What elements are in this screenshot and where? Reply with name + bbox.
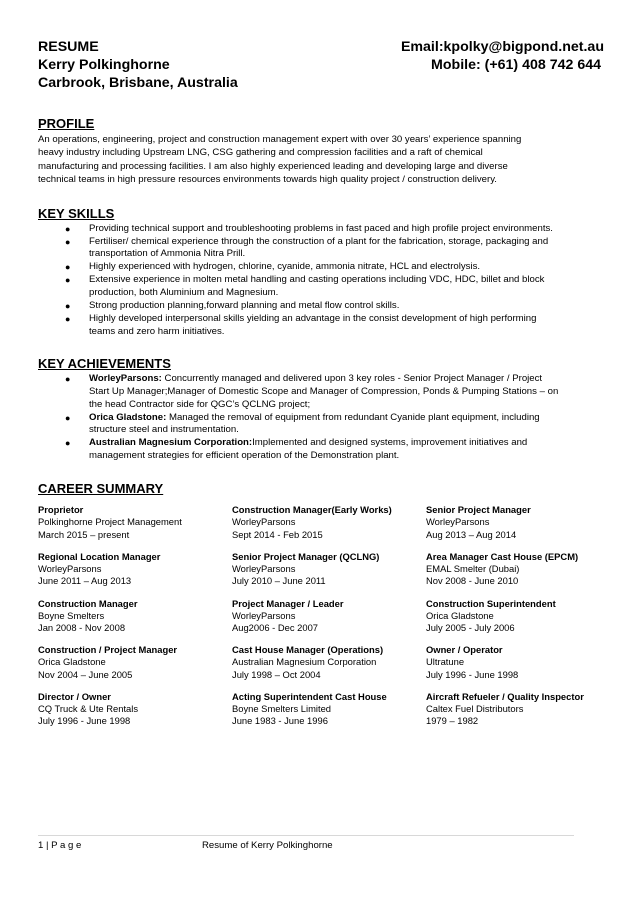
career-entry xyxy=(38,551,232,588)
achievement-item xyxy=(65,411,604,438)
career-org: Australian Magnesium Corporation xyxy=(232,656,377,668)
profile-text xyxy=(38,133,604,187)
achievement-line xyxy=(89,412,604,425)
career-role: Aircraft Refueler / Quality Inspector xyxy=(426,690,584,702)
email-text: Email:kpolky@bigpond.net.au xyxy=(400,39,604,55)
resume-label: RESUME xyxy=(38,39,99,55)
bullet-icon: ● xyxy=(65,223,71,234)
career-dates: 1979 – 1982 xyxy=(426,715,479,727)
skill-item xyxy=(65,274,604,300)
career-entry xyxy=(426,504,604,541)
candidate-name: Kerry Polkinghorne xyxy=(38,57,170,73)
career-dates: March 2015 – present xyxy=(38,528,130,540)
achievement-line xyxy=(89,373,604,386)
location-text: Carbrook, Brisbane, Australia xyxy=(38,75,238,91)
career-entry xyxy=(232,551,426,588)
career-org: Boyne Smelters xyxy=(38,609,105,621)
career-role: Construction Superintendent xyxy=(426,597,556,609)
achievement-text: structure steel and instrumentation. xyxy=(89,424,239,436)
achievement-company: Orica Gladstone: xyxy=(89,411,167,423)
achievement-text: the head Contractor side for QGC’s QCLNG project; xyxy=(89,398,311,410)
achievement-text: Start Up Manager;Manager of Domestic Scope and Manager of Compression, Ponds & Pumping Stations – on xyxy=(89,385,559,397)
skill-line: Providing technical support and troubleshooting problems in fast paced and high profile project environments. xyxy=(89,222,553,234)
career-org: Ultratune xyxy=(426,656,465,668)
career-role: Project Manager / Leader xyxy=(232,597,344,609)
career-dates: July 1998 – Oct 2004 xyxy=(232,668,321,680)
career-role: Owner / Operator xyxy=(426,644,503,656)
bullet-icon: ● xyxy=(65,275,71,286)
career-dates: Aug2006 - Dec 2007 xyxy=(232,622,319,634)
skill-item xyxy=(65,235,604,262)
profile-line: technical teams in high pressure resources environments towards high quality project / construction delivery. xyxy=(38,174,497,186)
career-title: CAREER SUMMARY xyxy=(38,481,164,497)
achievement-line xyxy=(89,437,604,450)
skill-line: Highly developed interpersonal skills yielding an advantage in the consist development of high performing xyxy=(89,312,537,324)
skill-line: Highly experienced with hydrogen, chlorine, cyanide, ammonia nitrate, HCL and electrolysis. xyxy=(89,261,481,273)
career-org: WorleyParsons xyxy=(232,563,296,575)
header-row-2 xyxy=(38,56,604,74)
career-org: Orica Gladstone xyxy=(426,609,494,621)
page-footer xyxy=(38,835,574,851)
career-role: Regional Location Manager xyxy=(38,550,161,562)
achievement-item xyxy=(65,437,604,463)
career-org: WorleyParsons xyxy=(426,516,490,528)
career-dates: Nov 2008 - June 2010 xyxy=(426,575,519,587)
career-entry xyxy=(38,644,232,681)
bullet-icon: ● xyxy=(65,412,71,423)
career-dates: Sept 2014 - Feb 2015 xyxy=(232,528,323,540)
skill-item xyxy=(65,261,604,274)
skill-line: Strong production planning,forward planning and metal flow control skills. xyxy=(89,300,400,312)
career-dates: July 2010 – June 2011 xyxy=(232,575,326,587)
key-skills-title: KEY SKILLS xyxy=(38,205,115,221)
bullet-icon: ● xyxy=(65,301,71,312)
header-row-3 xyxy=(38,74,604,92)
key-skills-section xyxy=(38,206,604,339)
skill-item xyxy=(65,312,604,339)
career-org: WorleyParsons xyxy=(38,563,102,575)
career-role: Proprietor xyxy=(38,504,84,516)
achievement-line xyxy=(89,386,604,399)
skill-line: teams and zero harm initiatives. xyxy=(89,325,225,337)
achievements-list xyxy=(38,373,604,463)
career-role: Construction / Project Manager xyxy=(38,644,178,656)
achievements-title: KEY ACHIEVEMENTS xyxy=(38,355,171,371)
career-dates: July 2005 - July 2006 xyxy=(426,622,515,634)
key-skills-list xyxy=(38,223,604,339)
skill-item xyxy=(65,222,604,236)
career-entry xyxy=(232,691,426,728)
page-number: 1 | P a g e xyxy=(38,840,82,851)
bullet-icon: ● xyxy=(65,438,71,449)
profile-line: An operations, engineering, project and construction management expert with over 30 years’ experience spanning xyxy=(38,134,522,145)
career-role: Senior Project Manager (QCLNG) xyxy=(232,550,380,562)
bullet-icon: ● xyxy=(65,373,71,384)
achievement-text: Concurrently managed and delivered upon 3 key roles - Senior Project Manager / Project xyxy=(161,372,543,384)
achievement-company: Australian Magnesium Corporation: xyxy=(89,437,253,449)
career-entry xyxy=(38,598,232,635)
career-org: Boyne Smelters Limited xyxy=(232,703,332,715)
bullet-icon: ● xyxy=(65,313,71,324)
career-dates: Nov 2004 – June 2005 xyxy=(38,668,133,680)
resume-page xyxy=(38,38,604,738)
career-org: EMAL Smelter (Dubai) xyxy=(426,563,520,575)
mobile-text: Mobile: (+61) 408 742 644 xyxy=(431,57,601,73)
skill-line: transportation of Ammonia Nitra Prill. xyxy=(89,248,246,260)
skill-line: production, both Aluminium and Magnesium. xyxy=(89,287,279,299)
profile-line: manufacturing and processing facilities. I am also highly experienced leading and developing large and diverse xyxy=(38,160,508,172)
bullet-icon: ● xyxy=(65,236,71,247)
career-role: Cast House Manager (Operations) xyxy=(232,644,384,656)
achievement-company: WorleyParsons: xyxy=(89,372,162,384)
profile-line: heavy industry including Upstream LNG, CSG gathering and compression facilities and a raft of chemical xyxy=(38,147,483,159)
career-dates: Aug 2013 – Aug 2014 xyxy=(426,528,517,540)
footer-doc-title: Resume of Kerry Polkinghorne xyxy=(202,840,333,851)
career-entry xyxy=(232,644,426,681)
career-role: Construction Manager xyxy=(38,597,138,609)
profile-section xyxy=(38,116,604,187)
career-org: Caltex Fuel Distributors xyxy=(426,703,524,715)
achievements-section xyxy=(38,356,604,463)
career-role: Senior Project Manager xyxy=(426,504,531,516)
career-dates: Jan 2008 - Nov 2008 xyxy=(38,622,126,634)
achievement-line xyxy=(89,399,604,412)
career-grid xyxy=(38,504,604,737)
career-role: Director / Owner xyxy=(38,690,111,702)
achievement-line xyxy=(89,450,604,463)
achievement-text: Implemented and designed systems, improvement initiatives and xyxy=(252,437,528,449)
career-org: Polkinghorne Project Management xyxy=(38,516,182,528)
career-entry xyxy=(426,551,604,588)
career-dates: July 1996 - June 1998 xyxy=(426,668,519,680)
career-org: Orica Gladstone xyxy=(38,656,106,668)
profile-title: PROFILE xyxy=(38,116,95,131)
skill-line: Extensive experience in molten metal handling and casting operations including VDC, HDC, billet and block xyxy=(89,274,545,286)
achievement-text: Managed the removal of equipment from redundant Cyanide plant equipment, including xyxy=(166,411,540,423)
career-org: WorleyParsons xyxy=(232,609,296,621)
career-entry xyxy=(38,691,232,728)
career-entry xyxy=(38,504,232,541)
career-role: Acting Superintendent Cast House xyxy=(232,690,387,702)
career-dates: June 2011 – Aug 2013 xyxy=(38,575,132,587)
career-org: WorleyParsons xyxy=(232,516,296,528)
career-role: Construction Manager(Early Works) xyxy=(232,504,392,516)
career-entry xyxy=(426,598,604,635)
achievement-line xyxy=(89,424,604,437)
career-entry xyxy=(426,644,604,681)
career-org: CQ Truck & Ute Rentals xyxy=(38,703,139,715)
skill-line: Fertiliser/ chemical experience through the construction of a plant for the fabrication, storage, packaging and xyxy=(89,235,549,247)
career-role: Area Manager Cast House (EPCM) xyxy=(426,550,579,562)
career-section xyxy=(38,481,604,737)
career-dates: June 1983 - June 1996 xyxy=(232,715,328,727)
achievement-item xyxy=(65,372,604,412)
career-entry xyxy=(232,598,426,635)
career-entry xyxy=(426,691,604,728)
achievement-text: management strategies for efficient operation of the Demonstration plant. xyxy=(89,450,400,462)
career-dates: July 1996 - June 1998 xyxy=(38,715,131,727)
skill-item xyxy=(65,300,604,313)
header-row-1 xyxy=(38,38,604,56)
bullet-icon: ● xyxy=(65,262,71,273)
career-entry xyxy=(232,504,426,541)
